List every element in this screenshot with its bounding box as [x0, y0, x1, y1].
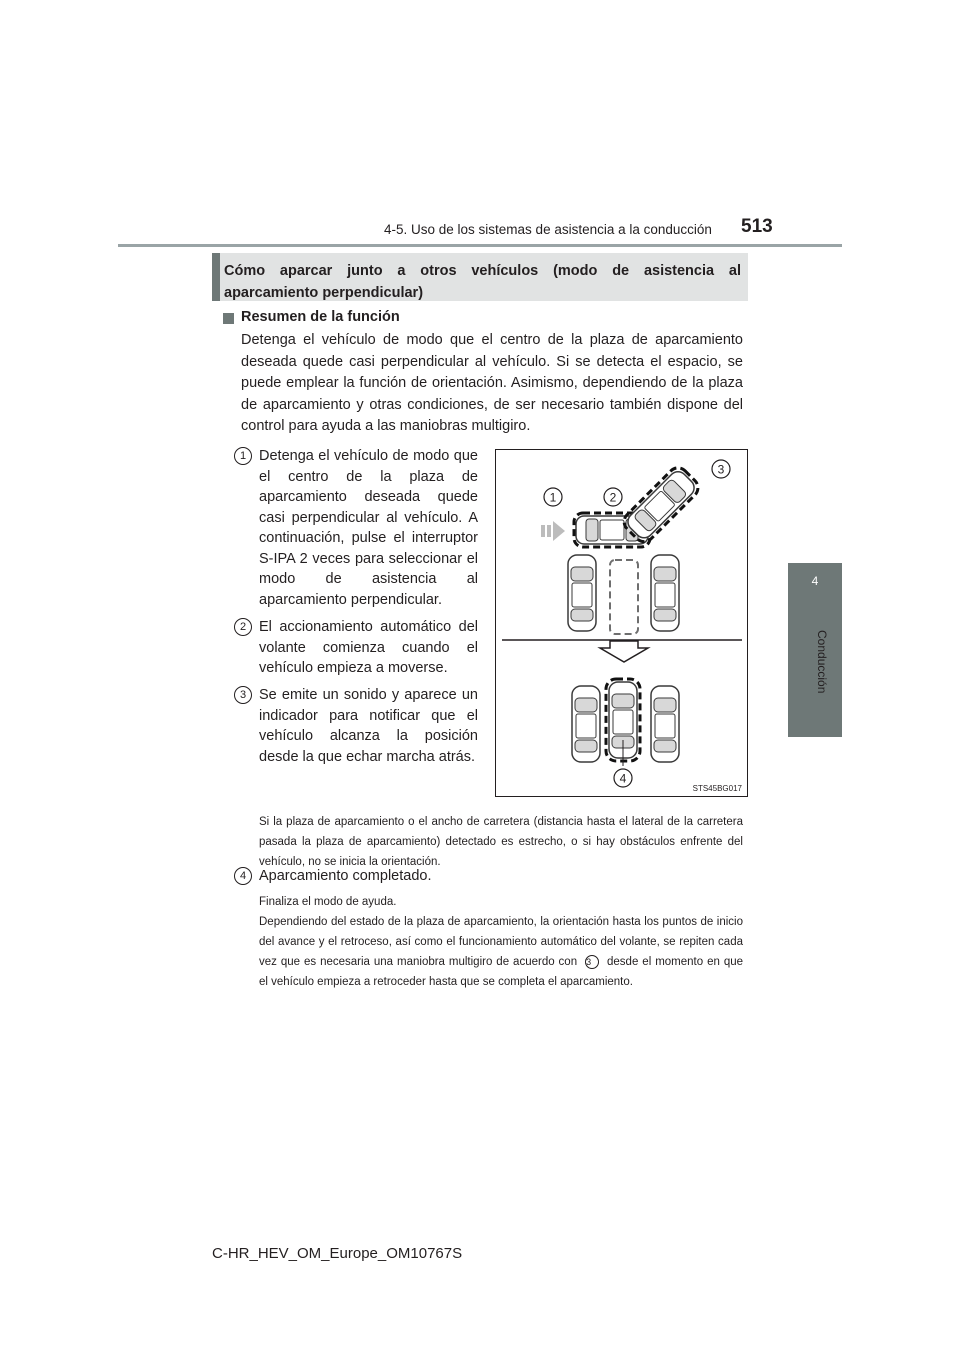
- parked-car-right-bottom: [651, 686, 679, 762]
- step4-note-text-before: Dependiendo del estado de la plaza de aparcamiento, la orientación hasta los puntos de inicio del avance y el retroceso, así como el funcionamiento automático del volante, se repiten cada vez que es necesaria una maniobra multigiro de acuerdo con: [259, 916, 743, 968]
- step3-note: Si la plaza de aparcamiento o el ancho de carretera (distancia hasta el lateral de la carretera pasada la plaza de aparcamiento) detectado es estrecho, o si hay obstáculos enfrente del vehículo, no se inicia la orientación.: [259, 816, 743, 868]
- parking-diagram: [495, 449, 748, 797]
- intro-paragraph: Detenga el vehículo de modo que el centro de la plaza de aparcamiento deseada quede casi perpendicular al vehículo. Si se detecta el espacio, se puede emplear la función de orientación. Asimismo, dependiendo de la plaza de aparcamiento y otras condiciones, de ser necesario también dispone del control para ayuda a las maniobras multigiro.: [241, 332, 743, 434]
- car-turning-icon: [620, 464, 702, 546]
- step-number-4: 4: [234, 867, 252, 885]
- step-number-3: 3: [234, 686, 252, 704]
- svg-text:2: 2: [609, 490, 617, 505]
- callout-1: [544, 488, 562, 506]
- step-text-4: Aparcamiento completado.: [259, 868, 432, 884]
- step-number-1: 1: [234, 447, 252, 465]
- step-text-1: Detenga el vehículo de modo que el centro de la plaza de aparcamiento deseada quede casi perpendicular al vehículo. A continuación, pulse el interruptor S-IPA 2 veces para seleccionar el modo de asistencia al aparcamiento perpendicular.: [259, 448, 478, 608]
- inline-step-ref-3: 3: [585, 955, 599, 969]
- down-arrow-icon: [600, 641, 648, 662]
- parking-diagram-svg: [496, 450, 747, 796]
- section-title: Cómo aparcar junto a otros vehículos (modo de asistencia al aparcamiento perpendicular): [224, 263, 741, 301]
- chapter-number: 4: [811, 574, 819, 588]
- step4-note-line1: Finaliza el modo de ayuda.: [259, 896, 397, 908]
- step-text-2: El accionamiento automático del volante comienza cuando el vehículo empieza a moverse.: [259, 619, 478, 676]
- chapter-tab: [788, 563, 842, 620]
- header-rule: [118, 244, 842, 247]
- parked-car-left-bottom: [572, 686, 600, 762]
- direction-arrow-icon: [541, 521, 565, 541]
- page-number: 513: [741, 216, 773, 237]
- svg-text:4: 4: [619, 771, 627, 786]
- header-section-title: 4-5. Uso de los sistemas de asistencia a la conducción: [384, 222, 712, 237]
- step-text-3: Se emite un sonido y aparece un indicador para notificar que el vehículo alcanza la posición desde la que echar marcha atrás.: [259, 687, 478, 765]
- parked-car-left-top: [568, 555, 596, 631]
- svg-text:3: 3: [717, 462, 725, 477]
- callout-2: [604, 488, 622, 506]
- subheading: Resumen de la función: [241, 309, 400, 325]
- callout-4: [614, 769, 632, 787]
- callout-3: [712, 460, 730, 478]
- subheading-square-icon: [223, 313, 234, 324]
- footer-document-id: C-HR_HEV_OM_Europe_OM10767S: [212, 1245, 463, 1262]
- target-parking-space: [610, 560, 638, 634]
- step-number-2: 2: [234, 618, 252, 636]
- chapter-label: Conducción: [815, 630, 829, 694]
- svg-text:1: 1: [549, 490, 557, 505]
- figure-code: STS45BG017: [692, 784, 742, 793]
- step4-note-text-after: desde el momento en que el vehículo empieza a retroceder hasta que se completa el aparcamiento.: [259, 956, 744, 988]
- parked-car-right-top: [651, 555, 679, 631]
- step4-note-paragraph: [259, 912, 743, 992]
